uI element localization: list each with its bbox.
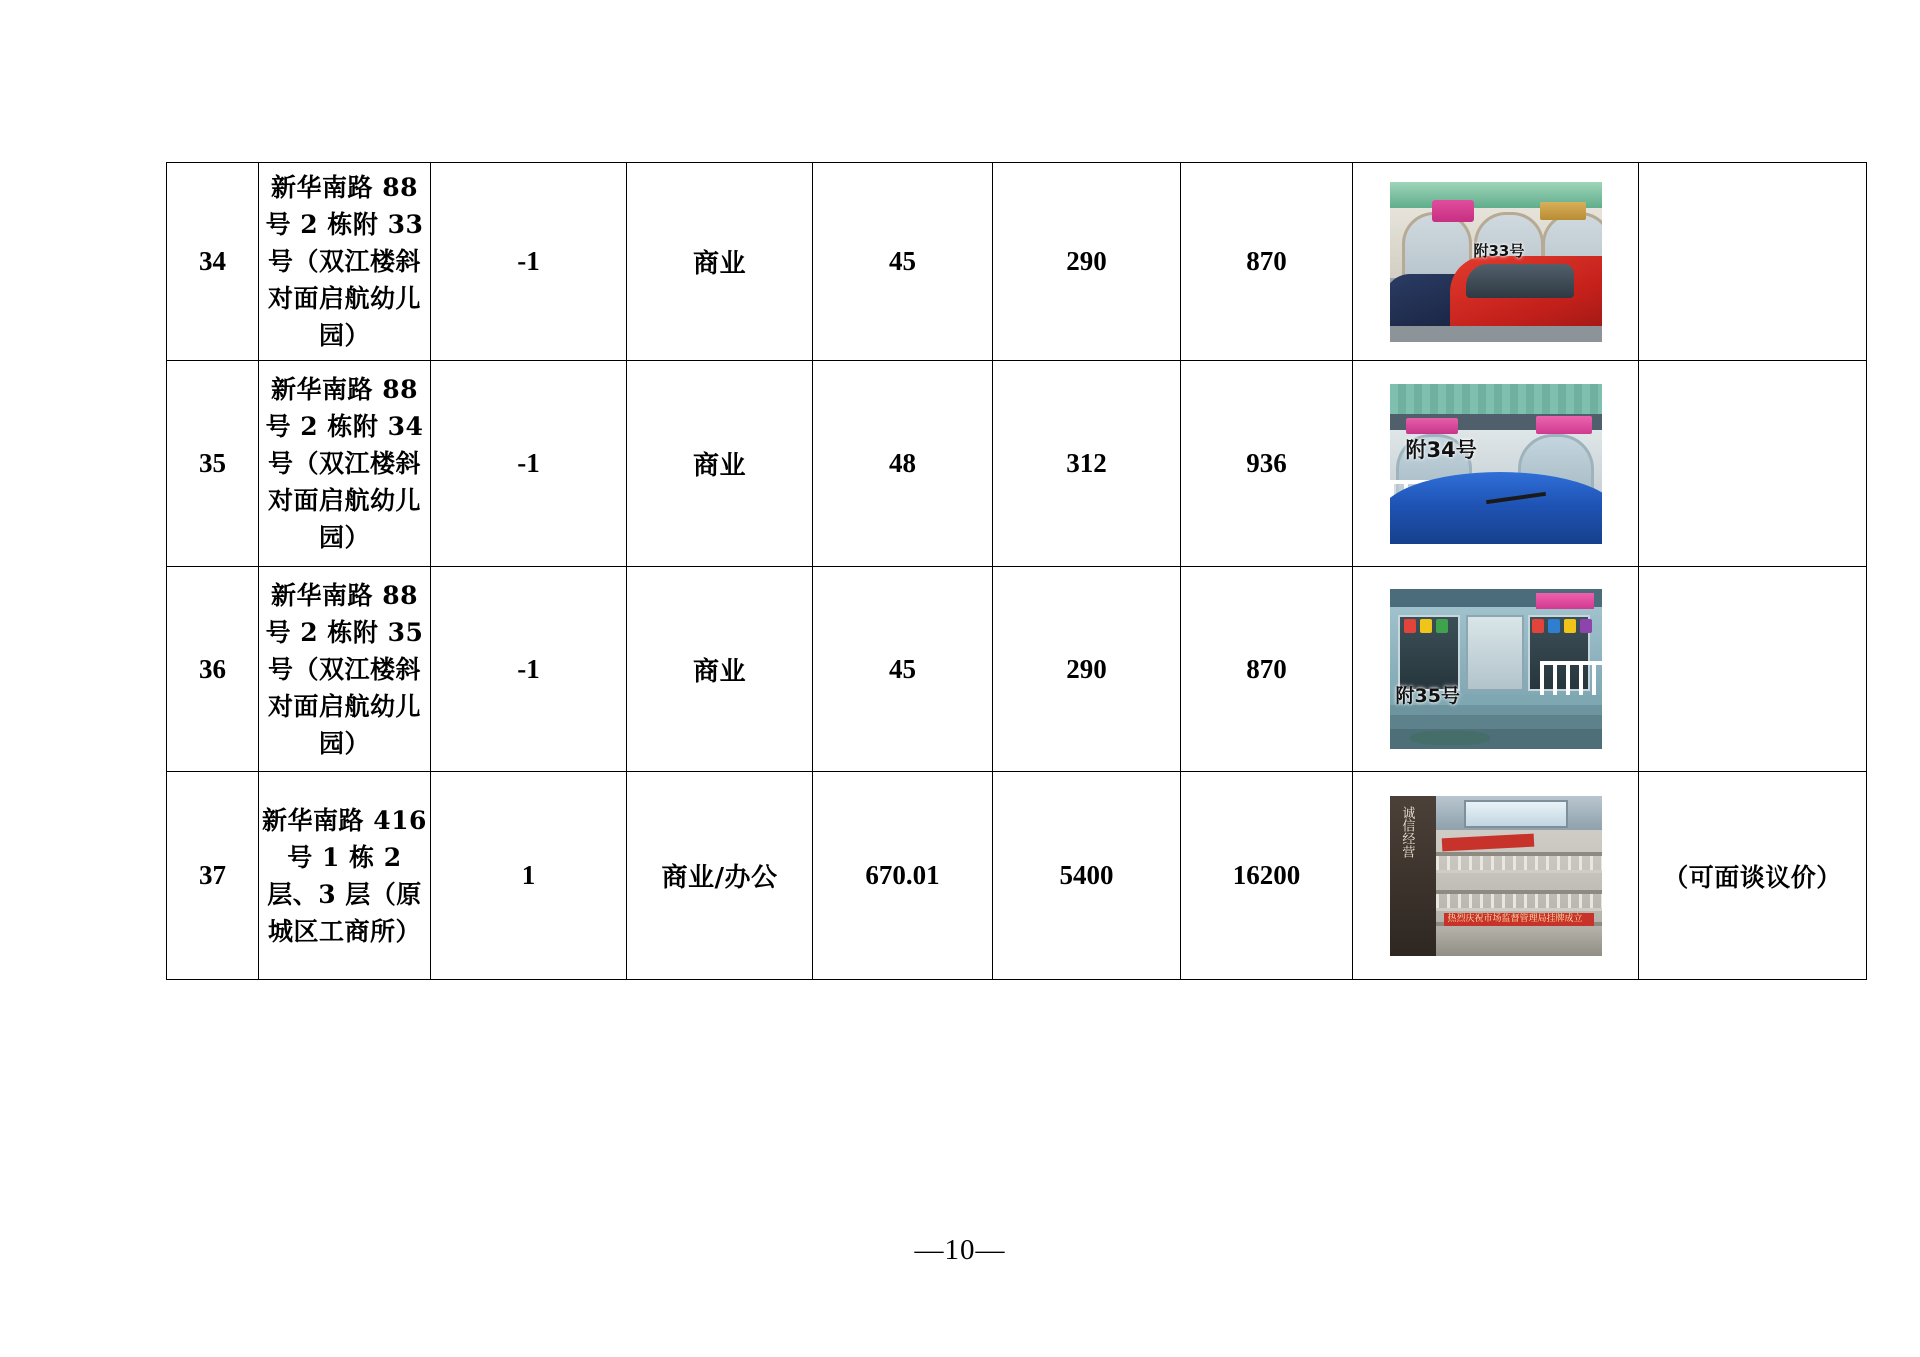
row-photo-cell <box>1353 361 1639 567</box>
shop-sign <box>1536 416 1592 434</box>
door-shape <box>1466 615 1524 691</box>
property-listing-table-wrapper <box>166 162 1842 980</box>
row-note <box>1639 163 1867 361</box>
railing-shape <box>1436 856 1602 873</box>
poster-shape <box>1564 619 1576 633</box>
row-photo-cell <box>1353 163 1639 361</box>
poster-shape <box>1532 619 1544 633</box>
row-address: 新华南路 88 号 2 栋附 35 号（双江楼斜对面启航幼儿园） <box>259 567 431 772</box>
row-floor: -1 <box>431 361 627 567</box>
row-unit-price: 5400 <box>993 772 1181 980</box>
row-photo-cell <box>1353 567 1639 772</box>
row-unit-price: 290 <box>993 567 1181 772</box>
poster-shape <box>1404 619 1416 633</box>
table-row <box>167 361 1867 567</box>
row-area: 45 <box>813 163 993 361</box>
row-unit-price: 290 <box>993 163 1181 361</box>
row-floor: -1 <box>431 163 627 361</box>
row-total-price: 16200 <box>1181 772 1353 980</box>
property-photo <box>1390 182 1602 342</box>
row-note <box>1639 361 1867 567</box>
row-unit-price: 312 <box>993 361 1181 567</box>
row-floor: -1 <box>431 567 627 772</box>
row-use: 商业 <box>627 163 813 361</box>
row-use: 商业 <box>627 567 813 772</box>
banner-shape <box>1444 913 1594 926</box>
floor-shape <box>1436 928 1602 956</box>
ground-shape <box>1390 326 1602 342</box>
shop-sign <box>1540 202 1586 220</box>
property-photo <box>1390 384 1602 544</box>
skylight-shape <box>1464 800 1568 828</box>
row-total-price: 870 <box>1181 567 1353 772</box>
row-note: （可面谈议价） <box>1639 772 1867 980</box>
railing-shape <box>1436 894 1602 911</box>
row-address: 新华南路 88 号 2 栋附 33 号（双江楼斜对面启航幼儿园） <box>259 163 431 361</box>
row-index: 36 <box>167 567 259 772</box>
row-total-price: 870 <box>1181 163 1353 361</box>
poster-shape <box>1548 619 1560 633</box>
ground-stain-shape <box>1410 731 1490 745</box>
awning-shape <box>1390 384 1602 414</box>
property-listing-table <box>166 162 1867 980</box>
row-use: 商业/办公 <box>627 772 813 980</box>
row-area: 48 <box>813 361 993 567</box>
row-use: 商业 <box>627 361 813 567</box>
car-hood-shape <box>1390 472 1602 544</box>
row-floor: 1 <box>431 772 627 980</box>
table-row <box>167 163 1867 361</box>
row-area: 670.01 <box>813 772 993 980</box>
poster-shape <box>1436 619 1448 633</box>
banner-text: 热烈庆祝市场监督管理局挂牌成立 <box>1447 913 1583 924</box>
photo-label: 附35号 <box>1395 685 1460 707</box>
poster-shape <box>1580 619 1592 633</box>
row-address: 新华南路 416 号 1 栋 2 层、3 层（原城区工商所） <box>259 772 431 980</box>
row-index: 37 <box>167 772 259 980</box>
row-address: 新华南路 88 号 2 栋附 34 号（双江楼斜对面启航幼儿园） <box>259 361 431 567</box>
row-index: 34 <box>167 163 259 361</box>
row-index: 35 <box>167 361 259 567</box>
table-row <box>167 772 1867 980</box>
shop-sign <box>1406 418 1458 434</box>
row-photo-cell <box>1353 772 1639 980</box>
photo-side-text: 诚信经营 <box>1399 805 1415 858</box>
table-row <box>167 567 1867 772</box>
row-area: 45 <box>813 567 993 772</box>
row-total-price: 936 <box>1181 361 1353 567</box>
property-photo <box>1390 589 1602 749</box>
shop-sign <box>1432 200 1474 222</box>
poster-shape <box>1420 619 1432 633</box>
row-note <box>1639 567 1867 772</box>
photo-label: 附33号 <box>1473 241 1525 260</box>
page-number: —10— <box>914 1234 1006 1266</box>
shop-sign <box>1536 593 1594 609</box>
banner-shape <box>1441 833 1534 851</box>
side-wall-shape <box>1390 796 1436 956</box>
property-photo <box>1390 796 1602 956</box>
photo-label: 附34号 <box>1405 437 1477 462</box>
